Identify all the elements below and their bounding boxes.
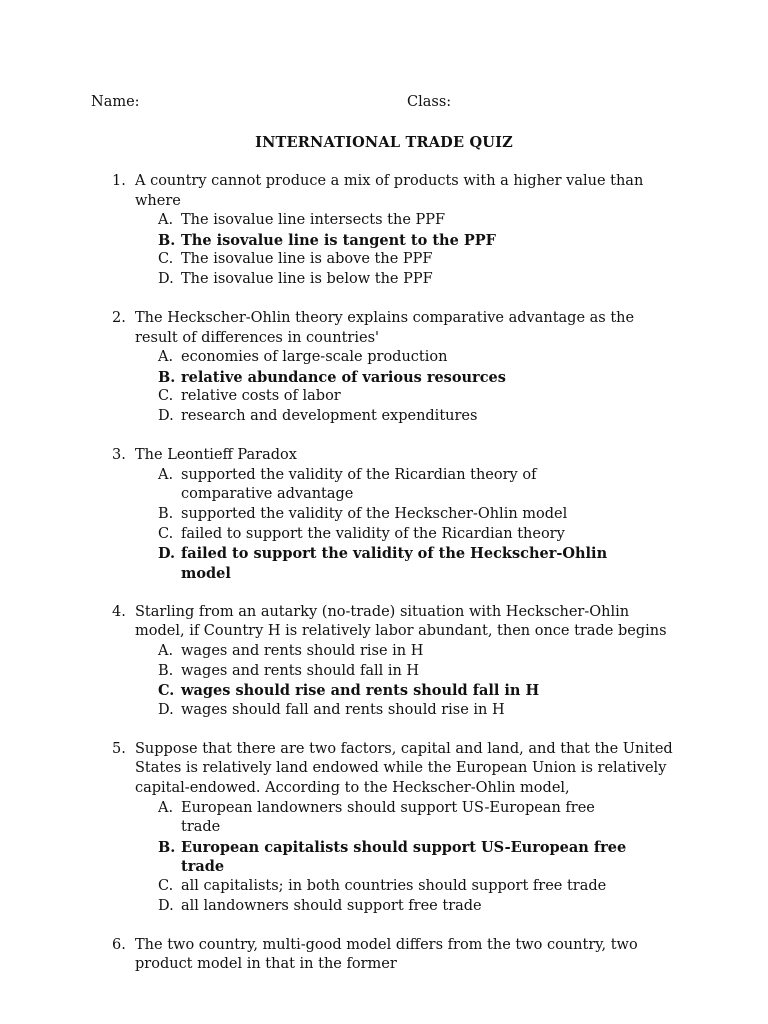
answer-option-correct <box>0 544 768 583</box>
option-letter: B. <box>158 662 174 679</box>
question-list <box>0 172 768 994</box>
name-label: Name: <box>91 94 140 110</box>
answer-options <box>0 211 768 289</box>
option-letter: D. <box>158 545 176 563</box>
question-stem <box>0 172 768 211</box>
answer-options <box>0 642 768 720</box>
option-text: wages should fall and rents should rise in H <box>181 701 505 718</box>
option-text: The isovalue line intersects the PPF <box>181 212 446 229</box>
answer-option <box>0 642 768 662</box>
answer-options <box>0 799 768 917</box>
question-number: 1. <box>112 173 126 189</box>
question-2 <box>0 309 768 427</box>
answer-option-correct <box>0 838 768 877</box>
question-6 <box>0 936 768 975</box>
option-text: supported the validity of the Ricardian theory of comparative advantage <box>181 466 537 503</box>
option-text: wages and rents should rise in H <box>181 642 424 659</box>
class-label: Class: <box>407 94 452 110</box>
option-text: European capitalists should support US-European free trade <box>181 838 627 876</box>
option-letter: C. <box>158 682 175 700</box>
option-letter: A. <box>158 642 174 659</box>
question-1 <box>0 172 768 290</box>
option-text: wages and rents should fall in H <box>181 662 420 679</box>
answer-option <box>0 407 768 427</box>
question-number: 2. <box>112 310 126 327</box>
option-letter: C. <box>158 251 174 268</box>
answer-option <box>0 387 768 407</box>
answer-option-correct <box>0 681 768 701</box>
question-stem <box>0 936 768 975</box>
option-letter: D. <box>158 897 174 914</box>
question-number: 6. <box>112 936 126 953</box>
question-stem <box>0 446 768 466</box>
question-text: The Leontieff Paradox <box>135 447 297 464</box>
option-text: supported the validity of the Heckscher-Ohlin model <box>181 505 568 522</box>
question-number: 4. <box>112 603 126 620</box>
answer-option <box>0 701 768 721</box>
question-stem <box>0 603 768 642</box>
option-text: all capitalists; in both countries should support free trade <box>181 878 607 894</box>
question-3 <box>0 446 768 583</box>
option-letter: D. <box>158 701 174 718</box>
option-text: all landowners should support free trade <box>181 897 482 914</box>
answer-option-correct <box>0 368 768 388</box>
answer-option <box>0 466 768 505</box>
option-letter: C. <box>158 525 174 542</box>
option-text: relative costs of labor <box>181 388 341 405</box>
option-letter: A. <box>158 349 174 366</box>
option-text: The isovalue line is below the PPF <box>181 270 433 287</box>
answer-option <box>0 270 768 290</box>
question-text: A country cannot produce a mix of products with a higher value than where <box>135 173 644 209</box>
option-text: research and development expenditures <box>181 408 478 425</box>
option-text: The isovalue line is tangent to the PPF <box>181 231 496 249</box>
answer-option <box>0 348 768 368</box>
option-letter: B. <box>158 505 174 522</box>
question-stem <box>0 309 768 348</box>
question-text: Suppose that there are two factors, capital and land, and that the United States is relatively land endowed while the European Union is relatively capital-endowed. According to the Heckscher-Ohlin model, <box>135 740 673 797</box>
answer-option <box>0 662 768 682</box>
answer-option <box>0 250 768 270</box>
option-letter: C. <box>158 388 174 405</box>
answer-option <box>0 525 768 545</box>
header-row <box>91 94 691 114</box>
question-text: Starling from an autarky (no-trade) situation with Heckscher-Ohlin model, if Country H is relatively labor abundant, then once trade begins <box>135 603 667 640</box>
option-text: failed to support the validity of the Ricardian theory <box>181 525 565 542</box>
option-text: economies of large-scale production <box>181 349 448 366</box>
question-number: 3. <box>112 447 126 464</box>
question-5 <box>0 740 768 916</box>
answer-options <box>0 466 768 584</box>
question-number: 5. <box>112 740 126 757</box>
option-letter: D. <box>158 408 174 425</box>
question-stem <box>0 740 768 799</box>
page-title: INTERNATIONAL TRADE QUIZ <box>255 134 513 151</box>
option-text: wages should rise and rents should fall in H <box>181 682 540 700</box>
answer-option <box>0 877 768 897</box>
option-text: European landowners should support US-European free trade <box>181 799 595 836</box>
answer-options <box>0 348 768 426</box>
option-letter: A. <box>158 799 174 816</box>
option-letter: A. <box>158 466 174 483</box>
option-text: relative abundance of various resources <box>181 368 506 386</box>
answer-option <box>0 799 768 838</box>
answer-option <box>0 505 768 525</box>
option-letter: B. <box>158 231 176 249</box>
option-letter: A. <box>158 212 174 229</box>
question-text: The two country, multi-good model differs from the two country, two product model in that in the former <box>135 936 638 973</box>
option-text: failed to support the validity of the Heckscher-Ohlin model <box>181 545 608 582</box>
option-letter: C. <box>158 878 174 894</box>
answer-option <box>0 211 768 231</box>
option-text: The isovalue line is above the PPF <box>181 251 433 268</box>
option-letter: D. <box>158 270 174 287</box>
question-4 <box>0 603 768 721</box>
answer-option <box>0 897 768 917</box>
option-letter: B. <box>158 368 176 386</box>
question-text: The Heckscher-Ohlin theory explains comparative advantage as the result of differences in countries' <box>135 310 635 346</box>
option-letter: B. <box>158 838 176 856</box>
answer-option-correct <box>0 231 768 251</box>
